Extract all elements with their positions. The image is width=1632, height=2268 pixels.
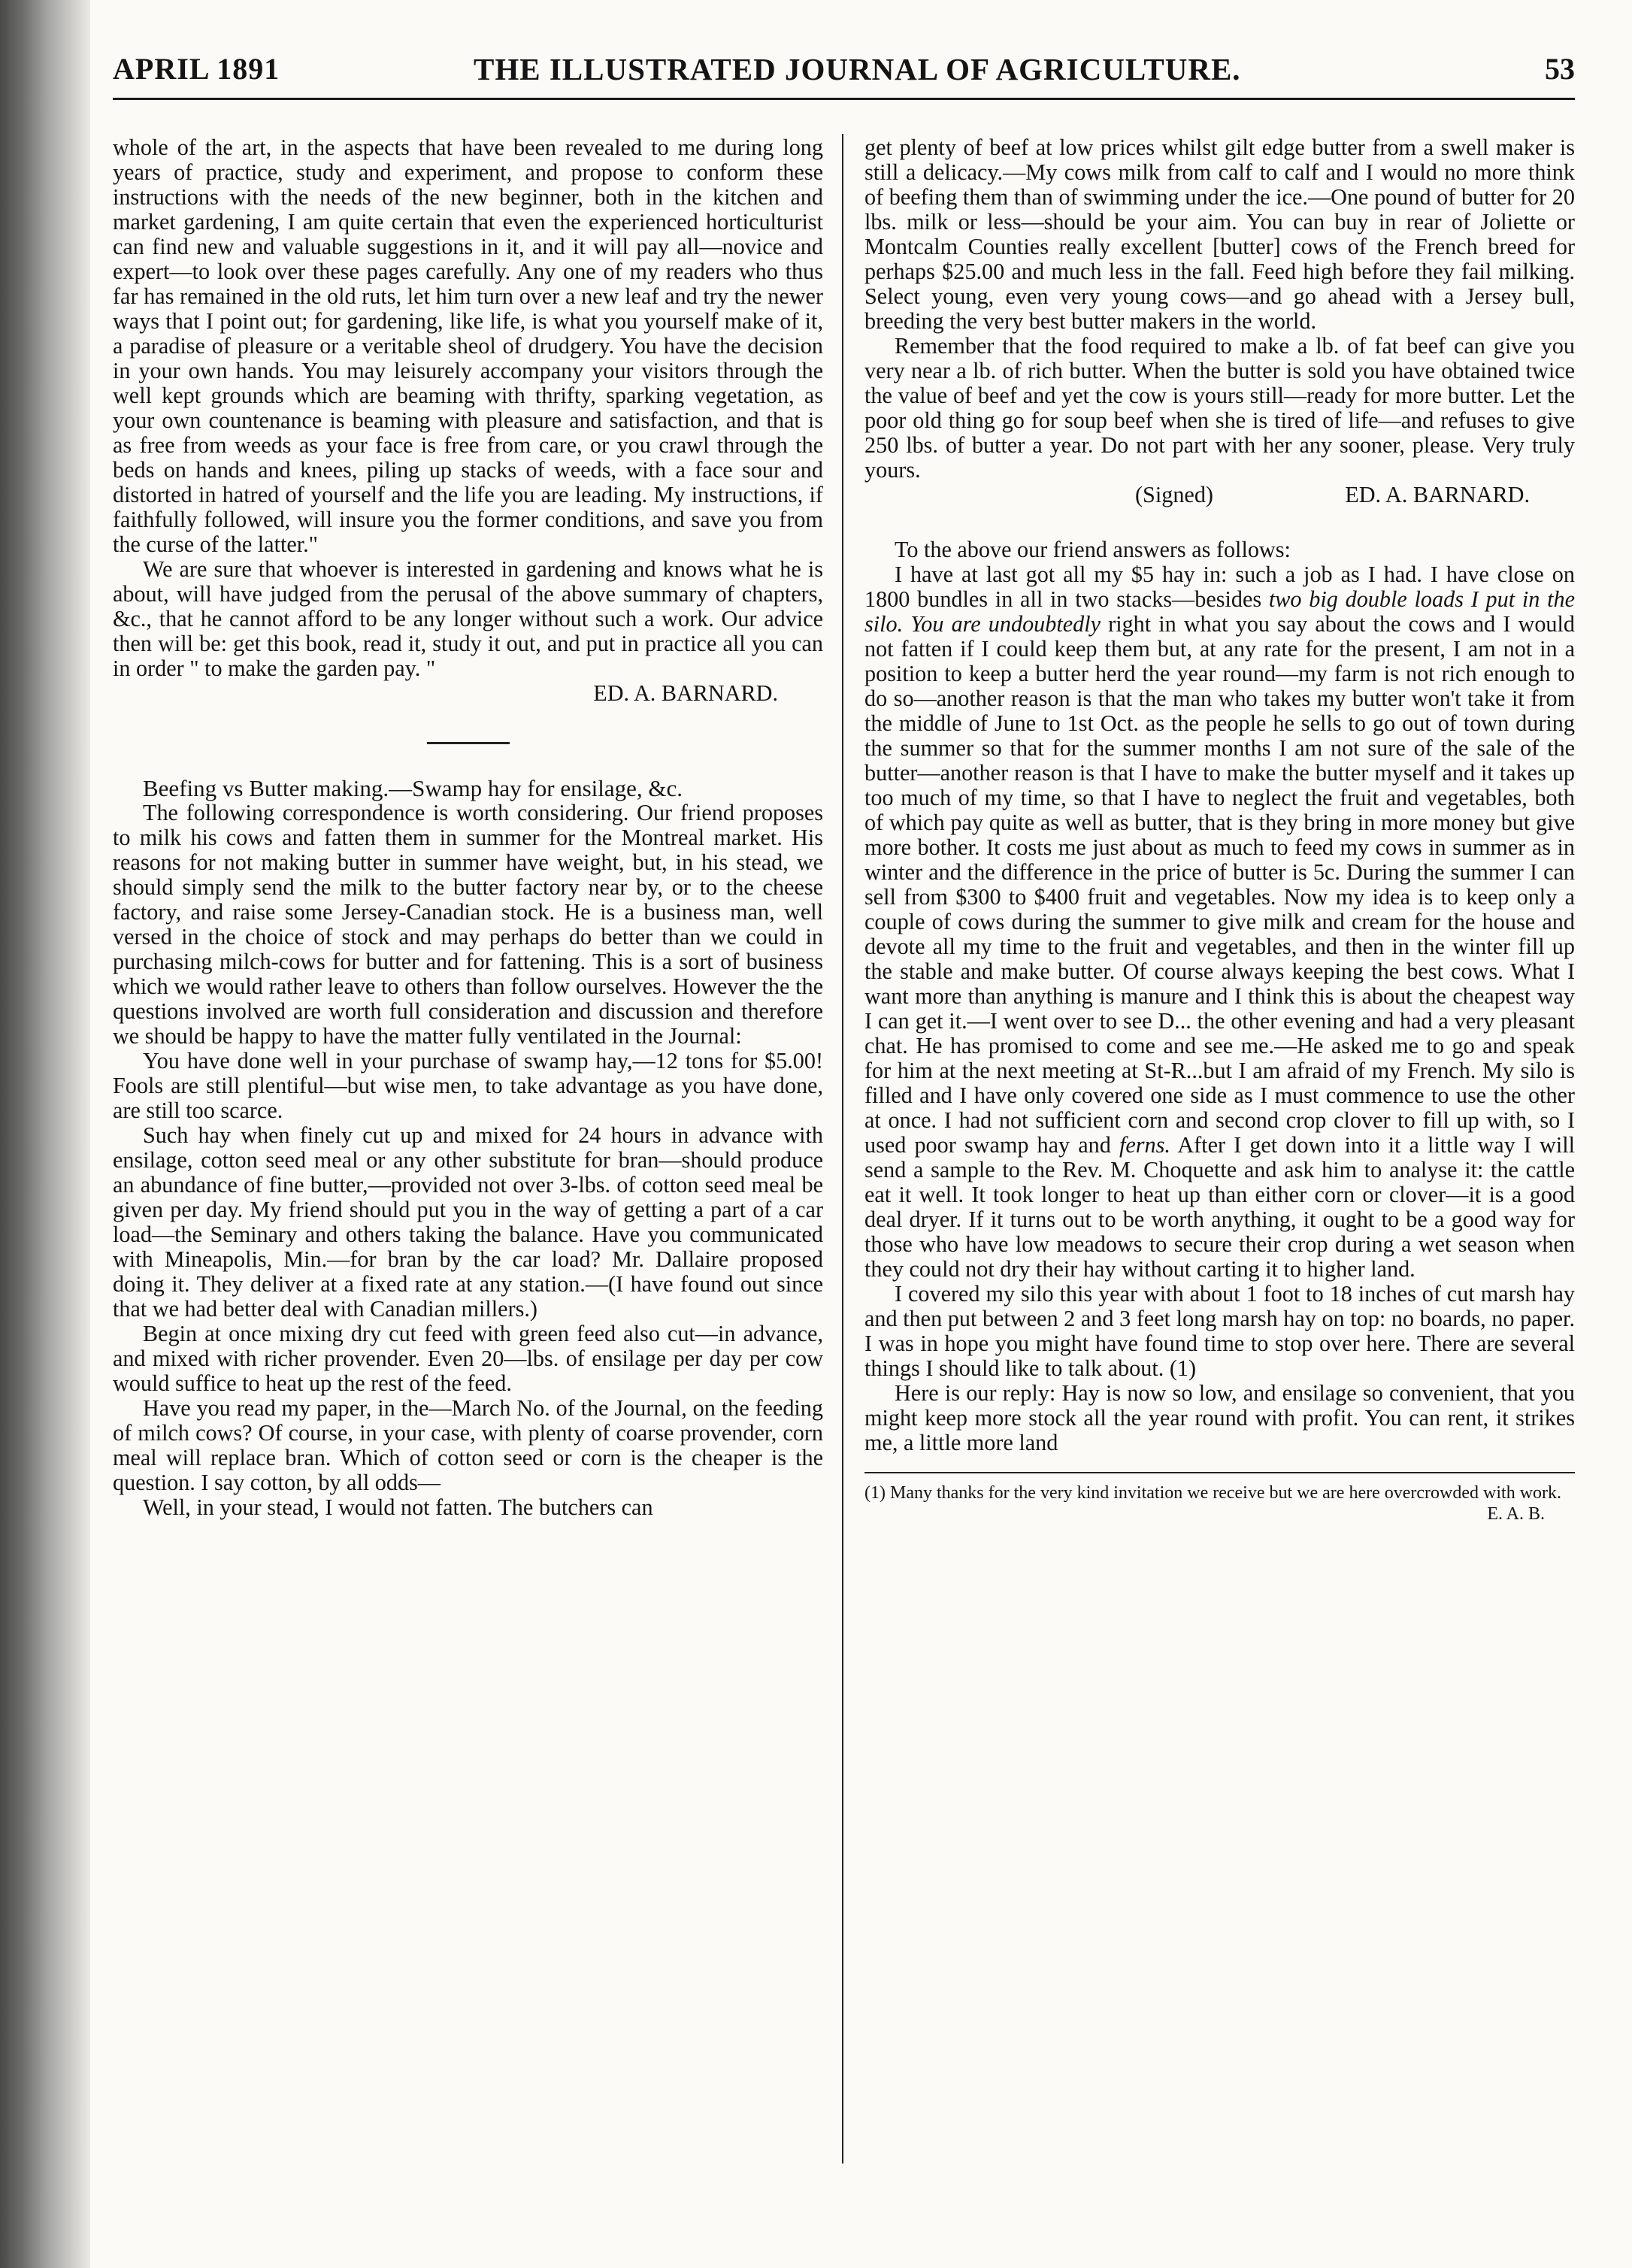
footnote-text: (1) Many thanks for the very kind invitation we receive but we are here overcrowded with work. [864,1483,1562,1503]
text-run: I have at last got all my $5 hay in: such a job as I had. I have close on 1800 bundles in all in two stacks—besides [864,562,1575,612]
spacer [864,507,1575,537]
signed-label: (Signed) [1135,482,1213,507]
paragraph: get plenty of beef at low prices whilst gilt edge butter from a swell maker is still a delicacy.—My cows milk from calf to calf and I would no more think of beefing them than of swimming under the ice.—One pound of butter for 20 lbs. milk or less—should be your aim. You can buy in rear of Joliette or Montcalm Counties really excellent [butter] cows of the French breed for perhaps $25.00 and much less in the fall. Feed high before they fail milking. Select young, even very young cows—and go ahead with a Jersey bull, breeding the very best butter makers in the world. [864,135,1575,334]
text-run: After I get down into it a little way I will send a sample to the Rev. M. Choquette and ask him to analyse it: the cattle eat it well. It took longer to heat up than either corn or clover—it is a good deal dryer. If it turns out to be worth anything, it ought to be a good way for those who have low meadows to secure their crop during a wet season when they could not dry their hay without carting it to higher land. [864,1132,1575,1282]
section-divider [427,742,510,744]
footnote-rule [864,1472,1575,1473]
paragraph [864,562,1575,1282]
paragraph: Remember that the food required to make a lb. of fat beef can give you very near a lb. of rich butter. When the butter is sold you have obtained twice the value of beef and yet the cow is yours still—ready for more butter. Let the poor old thing go for soup beef when she is tired of life—and refuses to give 250 lbs. of butter a year. Do not part with her any sooner, please. Very truly yours. [864,333,1575,483]
paragraph: We are sure that whoever is interested in gardening and knows what he is about, will have judged from the perusal of the above summary of chapters, &c., that he cannot afford to be any longer without such a work. Our advice then will be: get this book, read it, study it out, and put in practice all you can in order " to make the garden pay. " [113,556,823,681]
page-header [113,45,1575,100]
paragraph: Here is our reply: Hay is now so low, and ensilage so convenient, that you might keep more stock all the year round with profit. You can rent, it strikes me, a little more land [864,1380,1575,1455]
footnote [864,1482,1575,1524]
signature: ED. A. BARNARD. [1345,482,1530,507]
left-column [113,135,823,1520]
paragraph: Have you read my paper, in the—March No. of the Journal, on the feeding of milch cows? Of course, in your case, with plenty of coarse provender, corn meal will replace bran. Which of cotton seed or corn is the cheaper is the question. I say cotton, by all odds— [113,1395,823,1495]
italic-run: ferns. [1119,1132,1170,1158]
article-title: Beefing vs Butter making.—Swamp hay for ensilage, &c. [143,775,683,801]
paragraph: Such hay when finely cut up and mixed for 24 hours in advance with ensilage, cotton seed meal or any other substitute for bran—should produce an abundance of fine butter,—provided not over 3-lbs. of cotton seed meal be given per day. My friend should put you in the way of getting a part of a car load—the Seminary and others taking the balance. Have you communicated with Mineapolis, Min.—for bran by the car load? Mr. Dallaire proposed doing it. They deliver at a fixed rate at any station.—(I have found out since that we had better deal with Canadian millers.) [113,1122,823,1322]
paragraph: The following correspondence is worth considering. Our friend proposes to milk his cows and fatten them in summer for the Montreal market. His reasons for not making butter in summer have weight, but, in his stead, we should simply send the milk to the butter factory near by, or to the cheese factory, and raise some Jersey-Canadian stock. He is a business man, well versed in the choice of stock and may perhaps do better than we could in purchasing milch-cows for butter and for fattening. This is a sort of business which we would rather leave to others than follow ourselves. However the the questions involved are worth full consideration and discussion and therefore we should be happy to have the matter fully ventilated in the Journal: [113,800,823,1049]
paragraph: You have done well in your purchase of swamp hay,—12 tons for $5.00! Fools are still plentiful—but wise men, to take advantage as you have done, are still too scarce. [113,1048,823,1123]
signature: ED. A. BARNARD. [593,680,778,706]
paragraph: Well, in your stead, I would not fatten. The butchers can [143,1494,653,1520]
book-binding-edge [0,0,90,2268]
signature-line [864,483,1575,507]
paragraph: whole of the art, in the aspects that have been revealed to me during long years of practice, study and experiment, and propose to conform these instructions with the needs of the new beginner, both in the kitchen and market gardening, I am quite certain that even the experienced horticulturist can find new and valuable suggestions in it, and it will pay all—novice and expert—to look over these pages carefully. Any one of my readers who thus far has remained in the old ruts, let him turn over a new leaf and try the newer ways that I point out; for gardening, like life, is what you yourself make of it, a paradise of pleasure or a veritable sheol of drudgery. You have the decision in your own hands. You may leisurely accompany your visitors through the well kept grounds which are beaming with thrifty, sparking vegetation, as your own countenance is beaming with pleasure and satisfaction, and that is as free from weeds as your face is free from care, or you crawl through the beds on hands and knees, piling up stacks of weeds, with a face sour and distorted in hatred of yourself and the life you are leading. My instructions, if faithfully followed, will insure you the former conditions, and save you from the curse of the latter." [113,135,823,557]
column-divider [842,134,843,2164]
text-run: right in what you say about the cows and I would not fatten if I could keep them but, at any rate for the present, I am not in a position to keep a butter herd the year round—my farm is not rich enough to do so—another reason is that the man who takes my butter won't take it from the middle of June to 1st Oct. as the people he sells to go out of town during the summer so that for the summer months I am not sure of the sale of the butter—another reason is that I have to make the butter myself and it takes up too much of my time, so that I have to neglect the fruit and vegetables, both of which pay quite as well as butter, that is they bring in more money but give more bother. It costs me just about as much to feed my cows in summer as in winter and the difference in the price of butter is 5c. During the summer I can sell from $300 to $400 fruit and vegetables. Now my idea is to keep only a couple of cows during the summer to give milk and cream for the house and devote all my time to the fruit and vegetables, and then in the winter fill up the stable and make butter. Of course always keeping the best cows. What I want more than anything is manure and I think this is about the cheapest way I can get it.—I went over to see D... the other evening and had a very pleasant chat. He has promised to come and see me.—He asked me to go and speak for him at the next meeting at St-R...but I am afraid of my French. My silo is filled and I have only covered one side as I must commence to use the other at once. I had not sufficient corn and second crop clover to fill up with, so I used poor swamp hay and [864,611,1576,1158]
paragraph: I covered my silo this year with about 1 foot to 18 inches of cut marsh hay and then put between 2 and 3 feet long marsh hay on top: no boards, no paper. I was in hope you might have found time to stop over here. There are several things I should like to talk about. (1) [864,1281,1575,1381]
page-number: 53 [1545,52,1575,86]
header-date: APRIL 1891 [113,52,280,86]
right-column [864,135,1575,1525]
italic-run: two big double loads I put in the silo. You are undoubtedly [864,586,1575,637]
footnote-initials: E. A. B. [1487,1504,1545,1524]
paragraph: To the above our friend answers as follows: [895,537,1291,562]
journal-title: THE ILLUSTRATED JOURNAL OF AGRICULTURE. [474,52,1241,86]
paragraph: Begin at once mixing dry cut feed with green feed also cut—in advance, and mixed with richer provender. Even 20—lbs. of ensilage per day per cow would suffice to heat up the rest of the feed. [113,1321,823,1396]
